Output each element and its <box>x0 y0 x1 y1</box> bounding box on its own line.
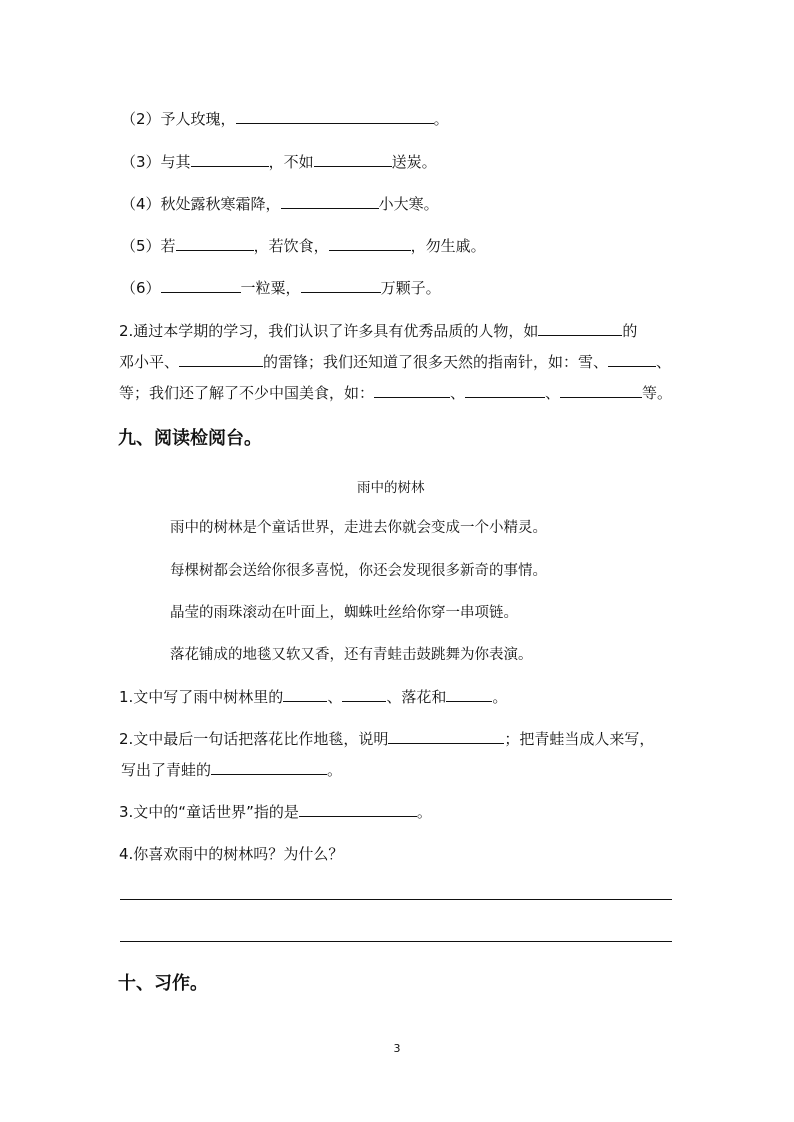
idiom-text: 一粒粟， <box>240 279 301 297</box>
passage-paragraph: 落花铺成的地毯又软又香，还有青蛙击鼓跳舞为你表演。 <box>170 647 533 663</box>
idiom-item-4 <box>121 193 439 215</box>
answer-blank[interactable] <box>281 193 379 209</box>
question-text: 、 <box>327 688 343 706</box>
question-text: 、落花和 <box>386 688 447 706</box>
answer-blank[interactable] <box>236 108 434 124</box>
reading-question-4: 4.你喜欢雨中的树林吗？为什么？ <box>119 845 344 863</box>
item-number: （2） <box>121 110 161 128</box>
answer-blank[interactable] <box>176 235 254 251</box>
question-text: 。 <box>492 688 508 706</box>
idiom-text: 小大寒。 <box>378 195 439 213</box>
question-text: 等。 <box>642 384 673 402</box>
q2-line-1 <box>119 320 637 342</box>
item-number: （3） <box>121 153 161 171</box>
idiom-text: 予人玫瑰， <box>160 110 236 128</box>
q2-line-2 <box>119 351 671 373</box>
passage-paragraph: 每棵树都会送给你很多喜悦，你还会发现很多新奇的事情。 <box>170 563 547 579</box>
answer-blank[interactable] <box>608 351 656 367</box>
answer-blank[interactable] <box>538 320 622 336</box>
answer-blank[interactable] <box>283 686 327 702</box>
passage-paragraph: 雨中的树林是个童话世界，走进去你就会变成一个小精灵。 <box>170 520 547 536</box>
answer-blank[interactable] <box>314 151 392 167</box>
reading-question-2 <box>119 728 654 750</box>
question-text: 、 <box>656 353 672 371</box>
question-text: 2.文中最后一句话把落花比作地毯，说明 <box>119 730 389 748</box>
answer-blank[interactable] <box>446 686 492 702</box>
idiom-text: 万颗子。 <box>380 279 441 297</box>
question-text: 写出了青蛙的 <box>121 761 212 779</box>
question-text: 1.文中写了雨中树林里的 <box>119 688 284 706</box>
idiom-item-2 <box>121 108 449 130</box>
question-text: 、 <box>450 384 466 402</box>
answer-blank[interactable] <box>560 382 642 398</box>
item-number: （6） <box>121 279 161 297</box>
page-number: 3 <box>393 1042 401 1055</box>
question-text: 的雷锋；我们还知道了很多天然的指南针，如：雪、 <box>263 353 609 371</box>
answer-blank[interactable] <box>388 728 504 744</box>
answer-blank[interactable] <box>329 235 411 251</box>
idiom-text: 与其 <box>160 153 191 171</box>
answer-blank[interactable] <box>179 351 263 367</box>
answer-blank[interactable] <box>299 801 417 817</box>
question-text: 。 <box>416 803 432 821</box>
reading-question-3 <box>119 801 432 823</box>
question-text: 3.文中的“童话世界”指的是 <box>119 803 299 821</box>
idiom-item-6 <box>121 277 441 299</box>
idiom-text: 若 <box>160 237 176 255</box>
question-text: 2.通过本学期的学习，我们认识了许多具有优秀品质的人物，如 <box>119 322 539 340</box>
item-number: （4） <box>121 195 161 213</box>
answer-blank[interactable] <box>342 686 386 702</box>
answer-line[interactable] <box>120 941 672 942</box>
q2-line-3 <box>119 382 672 404</box>
answer-blank[interactable] <box>161 277 241 293</box>
question-text: ；把青蛙当成人来写， <box>504 730 655 748</box>
answer-blank[interactable] <box>374 382 450 398</box>
answer-blank[interactable] <box>465 382 545 398</box>
idiom-item-3 <box>121 151 437 173</box>
answer-blank[interactable] <box>211 759 327 775</box>
question-text: 、 <box>545 384 561 402</box>
answer-line[interactable] <box>120 899 672 900</box>
idiom-text: ，若饮食， <box>253 237 329 255</box>
answer-blank[interactable] <box>191 151 269 167</box>
section-10-heading: 十、习作。 <box>118 973 208 994</box>
passage-title: 雨中的树林 <box>357 480 425 496</box>
idiom-text: 。 <box>433 110 449 128</box>
question-text: 邓小平、 <box>119 353 180 371</box>
question-text: 的 <box>622 322 638 340</box>
idiom-text: 秋处露秋寒霜降， <box>160 195 281 213</box>
section-9-heading: 九、阅读检阅台。 <box>118 428 262 449</box>
item-number: （5） <box>121 237 161 255</box>
idiom-text: ，勿生戚。 <box>410 237 486 255</box>
reading-question-2-cont <box>121 759 342 781</box>
answer-blank[interactable] <box>301 277 381 293</box>
question-text: 等；我们还了解了不少中国美食，如： <box>119 384 375 402</box>
idiom-item-5 <box>121 235 486 257</box>
idiom-text: 送炭。 <box>391 153 437 171</box>
question-text: 。 <box>327 761 343 779</box>
reading-question-1 <box>119 686 507 708</box>
passage-paragraph: 晶莹的雨珠滚动在叶面上，蜘蛛吐丝给你穿一串项链。 <box>170 605 518 621</box>
idiom-text: ，不如 <box>268 153 314 171</box>
